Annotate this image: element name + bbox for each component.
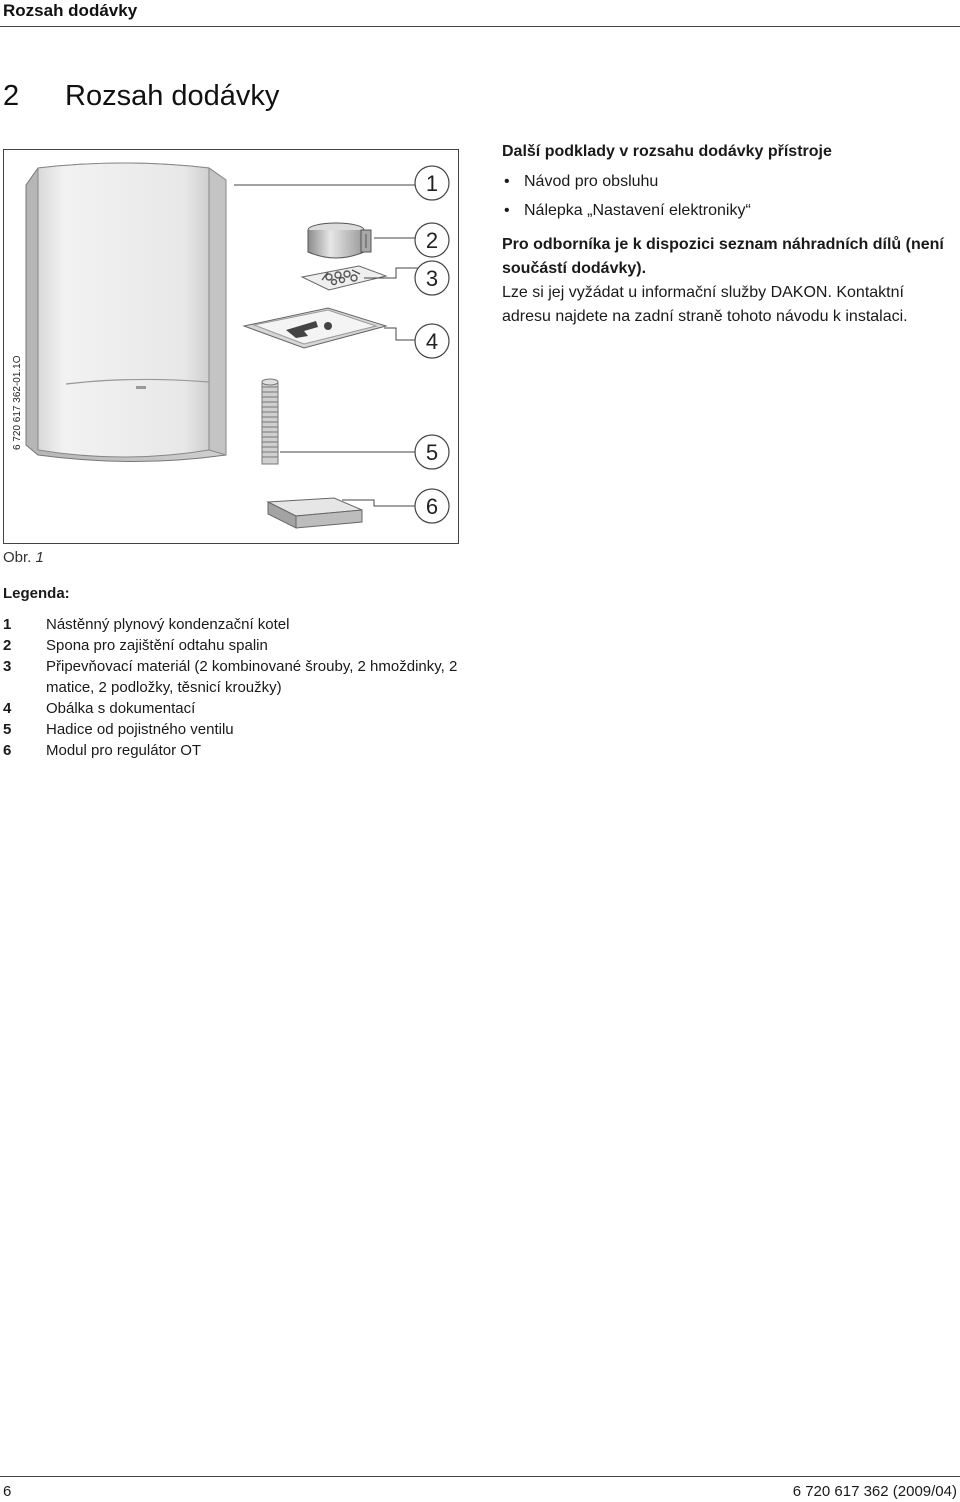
spare-parts-heading: Pro odborníka je k dispozici seznam náhradních dílů (není součástí dodávky). bbox=[502, 236, 944, 277]
callout-3-label: 3 bbox=[425, 266, 439, 291]
legend-item-text: Hadice od pojistného ventilu bbox=[46, 721, 234, 738]
legend-item-text: Připevňovací materiál (2 kombinované šrouby, 2 hmoždinky, 2 matice, 2 podložky, těsnicí kroužky) bbox=[46, 658, 458, 696]
legend-item-number: 2 bbox=[3, 637, 12, 654]
legend-item bbox=[3, 740, 486, 761]
legend-item-number: 1 bbox=[3, 616, 12, 633]
document-envelope-drawing bbox=[244, 308, 386, 348]
delivery-figure bbox=[3, 149, 459, 544]
callout-4 bbox=[415, 324, 449, 358]
callout-1-label: 1 bbox=[425, 171, 439, 196]
callout-3 bbox=[415, 261, 449, 295]
legend-item bbox=[3, 614, 486, 635]
figure-caption-prefix: Obr. bbox=[3, 549, 32, 566]
legend-item bbox=[3, 656, 486, 698]
running-header: Rozsah dodávky bbox=[3, 1, 138, 20]
callout-1 bbox=[415, 166, 449, 200]
boiler-drawing bbox=[26, 163, 226, 462]
clamp-drawing bbox=[308, 223, 371, 258]
figure-caption bbox=[3, 549, 44, 566]
legend-title: Legenda: bbox=[3, 585, 70, 602]
list-item: • Nálepka „Nastavení elektroniky“ bbox=[502, 196, 957, 225]
footer-rule bbox=[0, 1476, 960, 1477]
chapter-number: 2 bbox=[3, 80, 20, 112]
callout-5-label: 5 bbox=[425, 440, 439, 465]
list-item: • Návod pro obsluhu bbox=[502, 167, 957, 196]
spare-parts-text: Lze si jej vyžádat u informační služby DAKON. Kontaktní adresu najdete na zadní straně tohoto návodu k instalaci. bbox=[502, 284, 908, 325]
legend-item bbox=[3, 719, 486, 740]
legend-item-number: 5 bbox=[3, 721, 12, 738]
hose-drawing bbox=[262, 379, 278, 464]
figure-caption-number: 1 bbox=[35, 549, 44, 566]
figure-code: 6 720 617 362-01.1O bbox=[12, 355, 23, 450]
legend-item-number: 4 bbox=[3, 700, 12, 717]
docs-heading: Další podklady v rozsahu dodávky přístroje bbox=[502, 143, 832, 160]
legend-item-number: 6 bbox=[3, 742, 12, 759]
legend-item-text: Spona pro zajištění odtahu spalin bbox=[46, 637, 268, 654]
callout-2-label: 2 bbox=[425, 228, 439, 253]
chapter-heading bbox=[3, 80, 279, 113]
delivery-illustration bbox=[4, 150, 460, 545]
legend-item bbox=[3, 698, 486, 719]
legend-item bbox=[3, 635, 486, 656]
header-rule bbox=[0, 26, 960, 27]
spare-parts-info bbox=[502, 233, 957, 329]
callout-5 bbox=[415, 435, 449, 469]
legend-item-text: Nástěnný plynový kondenzační kotel bbox=[46, 616, 290, 633]
legend bbox=[3, 583, 486, 761]
legend-item-text: Obálka s dokumentací bbox=[46, 700, 196, 717]
docs-list bbox=[502, 167, 957, 225]
legend-item-text: Modul pro regulátor OT bbox=[46, 742, 202, 759]
callout-2 bbox=[415, 223, 449, 257]
legend-item-number: 3 bbox=[3, 658, 12, 675]
document-id: 6 720 617 362 (2009/04) bbox=[792, 1483, 957, 1500]
callout-6-label: 6 bbox=[425, 494, 439, 519]
ot-module-drawing bbox=[268, 498, 362, 528]
page-number: 6 bbox=[3, 1483, 12, 1500]
right-column bbox=[502, 140, 957, 329]
chapter-title: Rozsah dodávky bbox=[65, 80, 280, 112]
callout-4-label: 4 bbox=[425, 329, 439, 354]
callout-6 bbox=[415, 489, 449, 523]
